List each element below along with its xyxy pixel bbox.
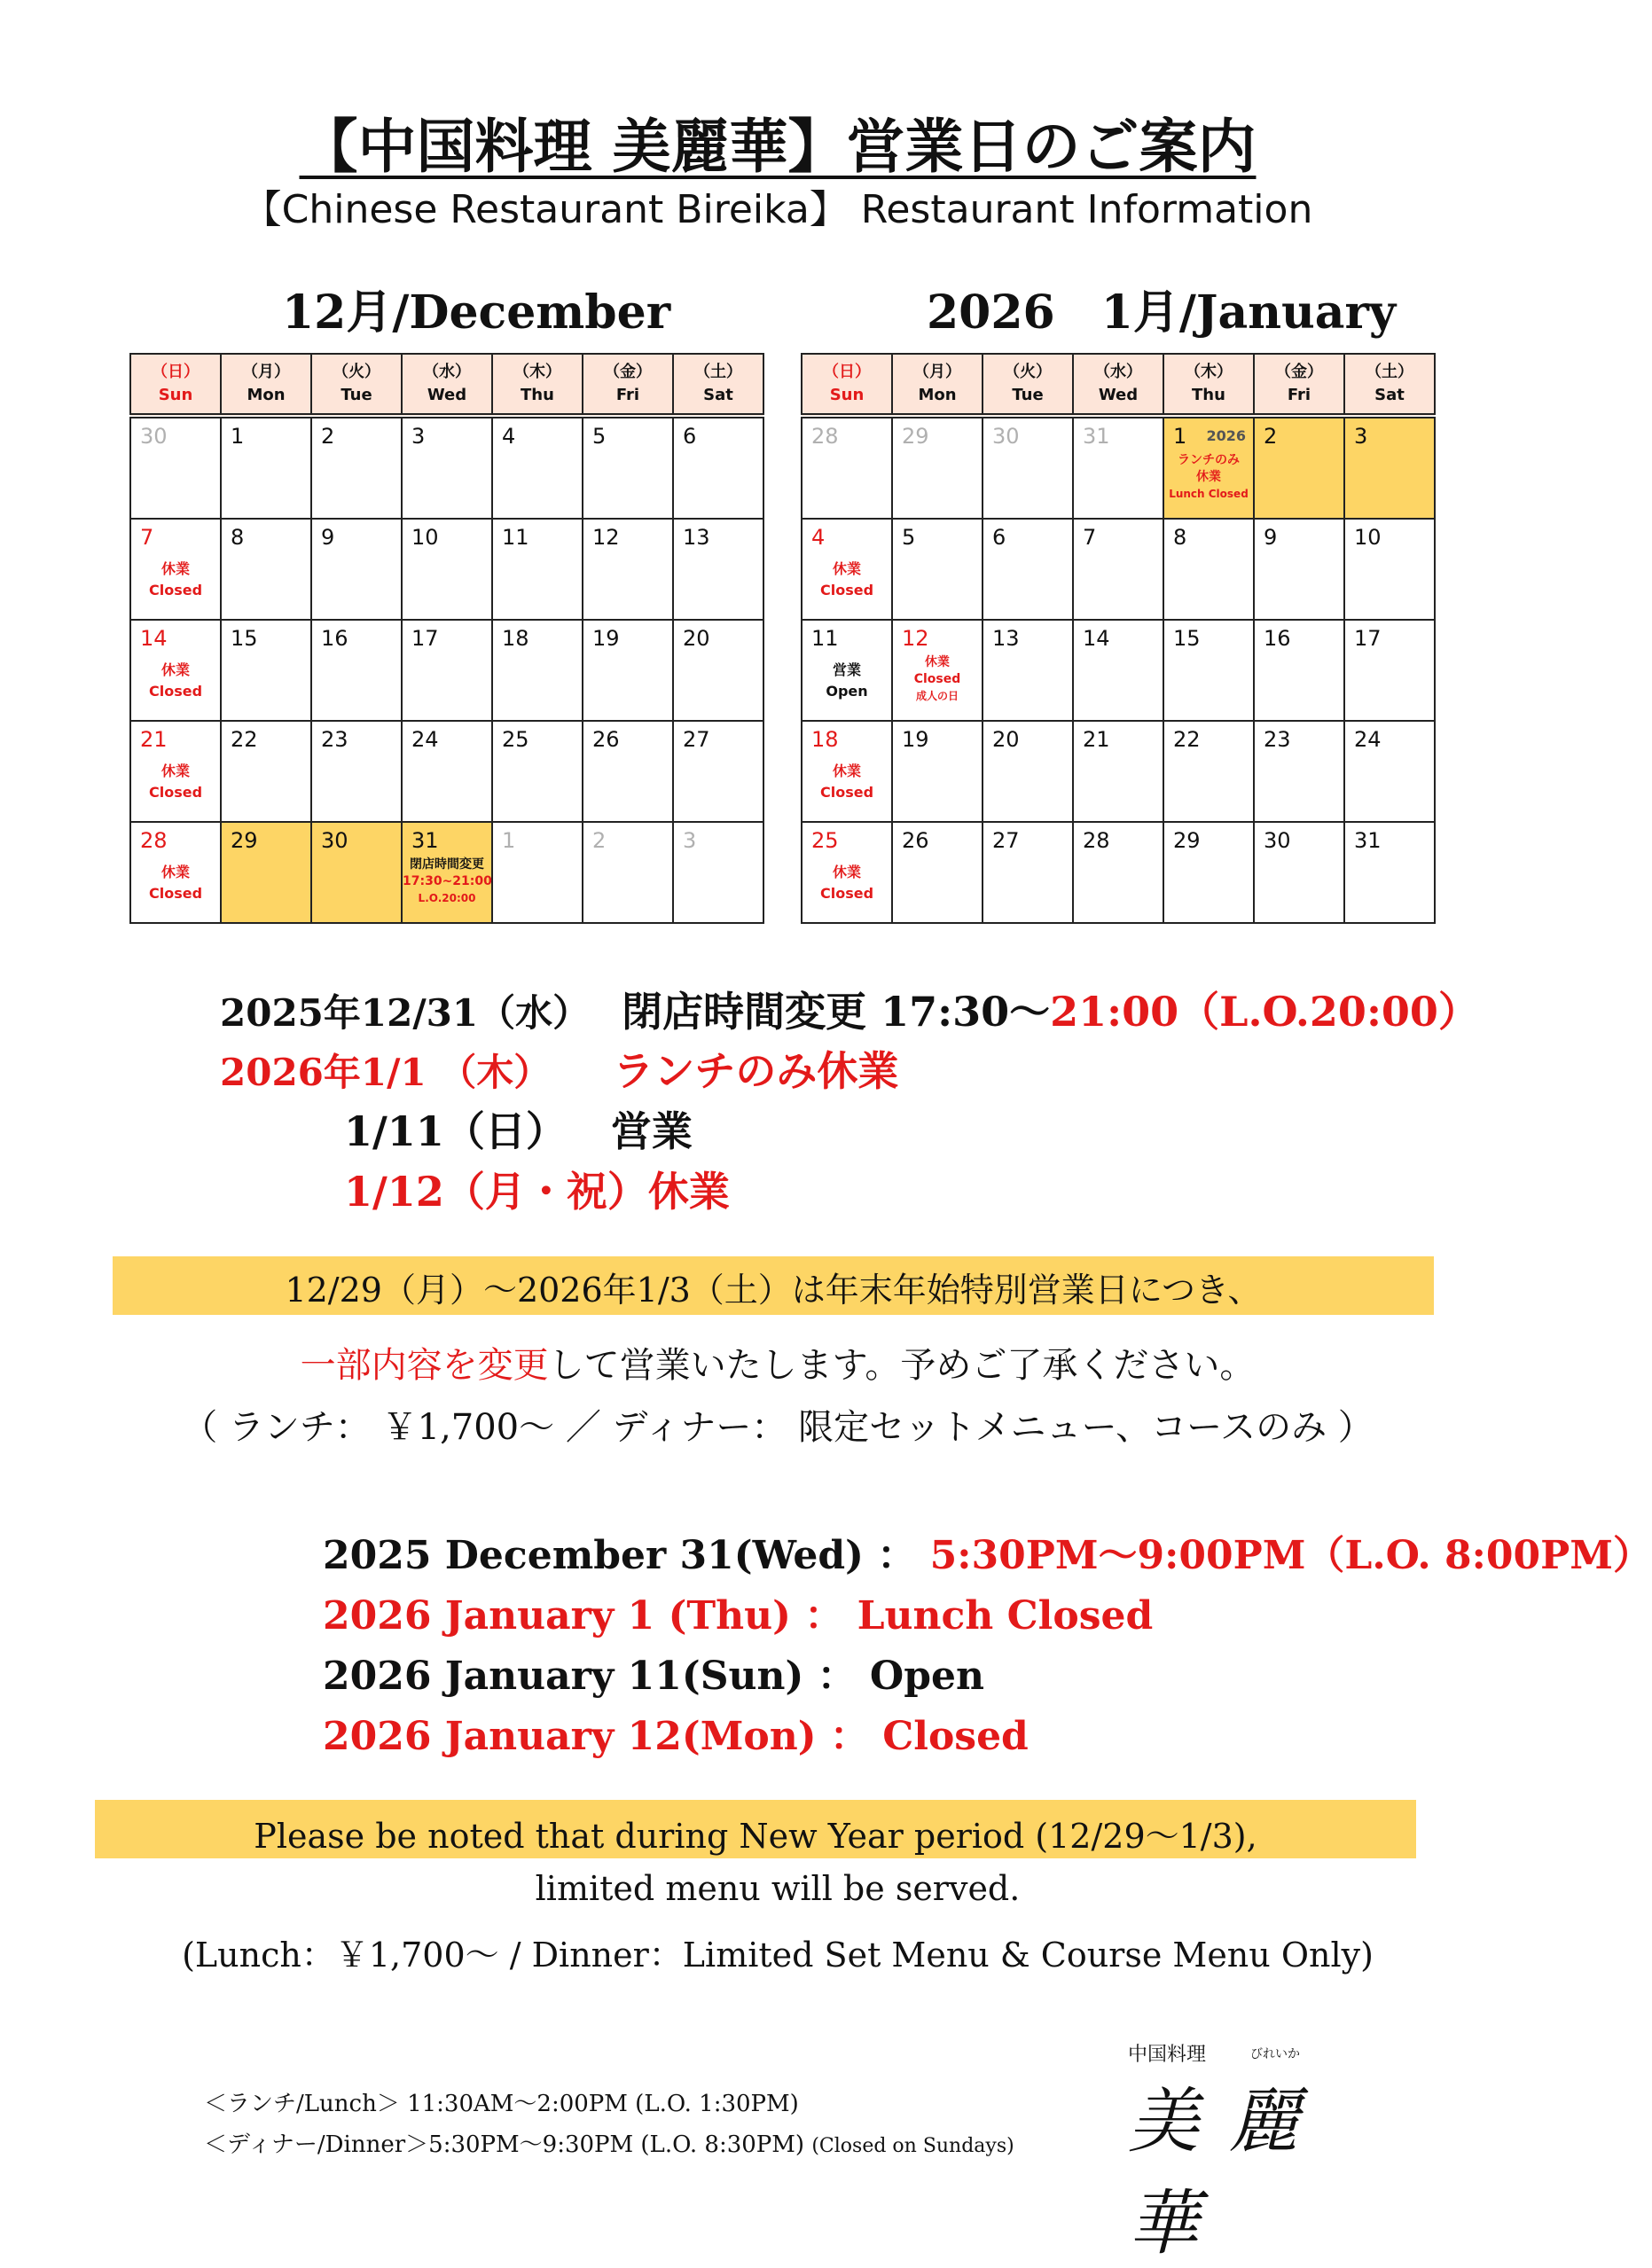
calendar-day-cell	[983, 519, 1073, 620]
day-note-line: Closed	[819, 784, 874, 801]
calendar-day-cell	[130, 620, 221, 721]
day-note-line: 17:30~21:00	[403, 874, 492, 888]
day-number: 29	[1173, 828, 1201, 853]
day-note-line: 休業	[925, 655, 950, 669]
calendar-day-cell	[130, 416, 221, 519]
day-number: 19	[592, 626, 620, 651]
day-number: 3	[1354, 424, 1368, 449]
day-number: 7	[140, 525, 154, 550]
calendar-day-cell	[492, 822, 583, 923]
day-note-line: 休業	[832, 560, 861, 577]
weekday-jp: （日）	[152, 363, 200, 381]
calendar-day-cell	[583, 822, 673, 923]
calendar-day-cell	[311, 519, 402, 620]
day-note	[893, 654, 982, 705]
en-menu-detail: (Lunch：￥1,700～ / Dinner：Limited Set Menu & Course Menu Only)	[182, 1936, 1374, 1975]
calendar-day-cell	[983, 721, 1073, 822]
day-note-line: 休業	[1196, 470, 1221, 484]
jp-line-dec31: 2025年12/31（水） 閉店時間変更 17:30～21:00（L.O.20:00）	[220, 988, 1479, 1036]
calendar-day-cell	[673, 822, 763, 923]
calendar-day-cell	[673, 620, 763, 721]
weekday-header	[1254, 354, 1344, 416]
day-number: 4	[811, 525, 826, 550]
weekday-header	[311, 354, 402, 416]
logo-small-text: 中国料理	[1128, 2044, 1207, 2066]
weekday-jp: （木）	[513, 363, 561, 381]
en-line-jan12: 2026 January 12(Mon) ： Closed	[323, 1714, 1029, 1759]
day-number: 2	[1264, 424, 1278, 449]
day-number: 8	[1173, 525, 1187, 550]
jp-line-jan1: 2026年1/1 （木） ランチのみ休業	[220, 1047, 899, 1095]
calendar-day-cell	[1344, 519, 1435, 620]
calendar-day-cell	[311, 620, 402, 721]
jp-change-notice: 一部内容を変更して営業いたします。予めご了承ください。	[300, 1345, 1256, 1386]
calendar-day-cell	[1254, 822, 1344, 923]
day-number: 11	[502, 525, 529, 550]
calendar-day-cell	[892, 519, 983, 620]
day-note	[131, 559, 220, 601]
day-number: 30	[992, 424, 1020, 449]
restaurant-logo	[1128, 2039, 1394, 2264]
weekday-en: Tue	[1012, 386, 1044, 404]
day-number: 20	[992, 727, 1020, 752]
weekday-en: Wed	[1098, 386, 1139, 404]
calendar-day-cell	[402, 620, 492, 721]
calendar-day-cell	[583, 620, 673, 721]
weekday-header	[583, 354, 673, 416]
day-number: 21	[140, 727, 168, 752]
weekday-jp: （木）	[1185, 363, 1233, 381]
day-number: 4	[502, 424, 516, 449]
weekday-jp: （日）	[823, 363, 871, 381]
day-note-line: 成人の日	[915, 690, 959, 702]
day-number: 6	[992, 525, 1006, 550]
weekday-en: Fri	[1287, 386, 1311, 404]
calendar-day-cell	[1254, 620, 1344, 721]
day-number: 2	[321, 424, 335, 449]
weekday-en: Tue	[341, 386, 372, 404]
day-number: 21	[1083, 727, 1110, 752]
calendar-day-cell	[583, 416, 673, 519]
day-note-line: 営業	[832, 661, 861, 678]
weekday-header	[802, 354, 892, 416]
weekday-header	[402, 354, 492, 416]
calendar-day-cell	[1254, 721, 1344, 822]
calendar-day-cell	[492, 721, 583, 822]
calendar-day-cell	[583, 519, 673, 620]
calendar-day-cell	[130, 822, 221, 923]
day-note-line: 休業	[161, 763, 190, 779]
day-number: 5	[592, 424, 607, 449]
day-number: 28	[1083, 828, 1110, 853]
day-number: 13	[992, 626, 1020, 651]
weekday-header	[130, 354, 221, 416]
day-number: 18	[502, 626, 529, 651]
weekday-header	[892, 354, 983, 416]
logo-main-text: 美 麗 華	[1128, 2080, 1304, 2264]
january-label: 2026 1月/January	[927, 285, 1397, 340]
december-label: 12月/December	[282, 285, 671, 340]
calendar-day-cell	[221, 416, 311, 519]
calendar-day-cell	[402, 822, 492, 923]
footer-dinner-hours: ＜ディナー/Dinner＞5:30PM～9:30PM (L.O. 8:30PM) (Closed on Sundays)	[204, 2131, 1014, 2158]
day-number: 26	[902, 828, 929, 853]
day-number: 1	[1173, 424, 1187, 449]
weekday-en: Mon	[918, 386, 957, 404]
day-number: 29	[231, 828, 258, 853]
calendar-day-cell	[1254, 416, 1344, 519]
calendar-day-cell	[802, 822, 892, 923]
calendar-day-cell	[221, 620, 311, 721]
weekday-header	[492, 354, 583, 416]
weekday-en: Sat	[703, 386, 733, 404]
weekday-en: Fri	[615, 386, 640, 404]
weekday-header	[983, 354, 1073, 416]
calendar-day-cell	[892, 822, 983, 923]
day-number: 14	[1083, 626, 1110, 651]
day-number: 30	[1264, 828, 1291, 853]
calendar-day-cell	[1163, 822, 1254, 923]
calendar-day-cell	[673, 519, 763, 620]
calendar-day-cell	[311, 721, 402, 822]
calendar-day-cell	[983, 416, 1073, 519]
calendar-day-cell	[802, 416, 892, 519]
day-number: 25	[502, 727, 529, 752]
en-limited-menu: limited menu will be served.	[535, 1869, 1021, 1908]
calendar-day-cell	[1344, 620, 1435, 721]
weekday-jp: （金）	[604, 363, 652, 381]
calendar-day-cell	[221, 519, 311, 620]
day-note-line: Closed	[148, 683, 203, 700]
day-note-line: Closed	[148, 885, 203, 902]
calendar-day-cell	[802, 620, 892, 721]
day-number: 27	[992, 828, 1020, 853]
day-number: 28	[811, 424, 839, 449]
calendar-day-cell	[221, 822, 311, 923]
day-note	[803, 660, 891, 702]
calendar-day-cell	[1163, 721, 1254, 822]
day-number: 31	[411, 828, 439, 853]
en-banner-text: Please be noted that during New Year period (12/29～1/3),	[254, 1817, 1257, 1856]
day-note	[131, 862, 220, 904]
day-note	[803, 862, 891, 904]
day-note-line: L.O.20:00	[418, 892, 476, 904]
calendar-day-cell	[492, 519, 583, 620]
day-number: 5	[902, 525, 916, 550]
day-number: 22	[1173, 727, 1201, 752]
weekday-jp: （火）	[333, 363, 380, 381]
day-number: 6	[683, 424, 697, 449]
day-note-line: Closed	[913, 672, 961, 686]
calendar-day-cell	[402, 416, 492, 519]
en-line-jan11: 2026 January 11(Sun) ： Open	[323, 1654, 985, 1699]
day-number: 12	[592, 525, 620, 550]
calendar-day-cell	[1073, 416, 1163, 519]
day-number: 27	[683, 727, 710, 752]
day-number: 8	[231, 525, 245, 550]
calendar-day-cell	[402, 519, 492, 620]
day-number: 23	[321, 727, 348, 752]
weekday-header	[673, 354, 763, 416]
day-note-line: ランチのみ	[1178, 453, 1240, 467]
calendar-day-cell	[1073, 620, 1163, 721]
calendar-day-cell	[402, 721, 492, 822]
calendar-day-cell	[802, 519, 892, 620]
day-number: 30	[140, 424, 168, 449]
weekday-header	[1344, 354, 1435, 416]
weekday-jp: （土）	[1366, 363, 1413, 381]
calendar-day-cell	[1073, 519, 1163, 620]
calendar-day-cell	[130, 519, 221, 620]
jp-line-jan12: 1/12（月・祝）休業	[344, 1168, 730, 1216]
day-note-line: 休業	[161, 661, 190, 678]
weekday-jp: （月）	[913, 363, 961, 381]
day-number: 20	[683, 626, 710, 651]
calendar-day-cell	[892, 721, 983, 822]
calendar-day-cell	[130, 721, 221, 822]
day-number: 13	[683, 525, 710, 550]
calendar-day-cell	[1163, 620, 1254, 721]
calendar-day-cell	[983, 822, 1073, 923]
calendar-day-cell	[1163, 416, 1254, 519]
day-number: 11	[811, 626, 839, 651]
day-number: 2	[592, 828, 607, 853]
day-note-line: 閉店時間変更	[410, 857, 484, 872]
day-number: 3	[411, 424, 426, 449]
day-number: 25	[811, 828, 839, 853]
day-note-line: 休業	[832, 763, 861, 779]
day-number: 9	[321, 525, 335, 550]
day-number: 7	[1083, 525, 1097, 550]
day-number: 26	[592, 727, 620, 752]
day-number: 17	[1354, 626, 1382, 651]
footer-lunch-hours: ＜ランチ/Lunch＞ 11:30AM～2:00PM (L.O. 1:30PM)	[204, 2091, 799, 2117]
calendar-day-cell	[983, 620, 1073, 721]
calendar-day-cell	[1254, 519, 1344, 620]
weekday-jp: （土）	[694, 363, 742, 381]
weekday-jp: （水）	[1094, 363, 1142, 381]
day-note	[131, 761, 220, 803]
day-number: 19	[902, 727, 929, 752]
weekday-header	[1163, 354, 1254, 416]
day-note-line: Closed	[819, 885, 874, 902]
calendar-day-cell	[1073, 822, 1163, 923]
logo-ruby: びれいか	[1250, 2047, 1300, 2061]
weekday-jp: （月）	[242, 363, 290, 381]
weekday-en: Sun	[158, 386, 193, 404]
day-number: 15	[231, 626, 258, 651]
weekday-header	[1073, 354, 1163, 416]
day-note-line: Closed	[148, 784, 203, 801]
calendar-day-cell	[583, 721, 673, 822]
day-note-line: Closed	[148, 582, 203, 598]
calendar-day-cell	[1344, 721, 1435, 822]
calendar-day-cell	[802, 721, 892, 822]
day-number: 17	[411, 626, 439, 651]
day-number: 28	[140, 828, 168, 853]
calendar-day-cell	[311, 416, 402, 519]
day-note-line: Closed	[819, 582, 874, 598]
page-title: 【中国料理 美麗華】営業日のご案内	[299, 113, 1257, 181]
day-number: 18	[811, 727, 839, 752]
calendar-day-cell	[1073, 721, 1163, 822]
day-note-line: 休業	[161, 560, 190, 577]
day-note-line: 休業	[161, 864, 190, 880]
day-number: 24	[1354, 727, 1382, 752]
day-number: 31	[1354, 828, 1382, 853]
calendar-day-cell	[492, 620, 583, 721]
calendar-day-cell	[1344, 416, 1435, 519]
day-number: 16	[321, 626, 348, 651]
day-number: 15	[1173, 626, 1201, 651]
weekday-en: Sat	[1374, 386, 1405, 404]
calendar-day-cell	[892, 416, 983, 519]
weekday-en: Mon	[247, 386, 286, 404]
weekday-jp: （火）	[1004, 363, 1052, 381]
day-number: 12	[902, 626, 929, 651]
weekday-jp: （水）	[423, 363, 471, 381]
day-number: 23	[1264, 727, 1291, 752]
year-tag: 2026	[1206, 427, 1246, 444]
calendar-day-cell	[311, 822, 402, 923]
day-number: 14	[140, 626, 168, 651]
calendar-day-cell	[1344, 822, 1435, 923]
day-number: 31	[1083, 424, 1110, 449]
calendar-day-cell	[673, 416, 763, 519]
day-note	[131, 660, 220, 702]
jp-line-jan11: 1/11（日） 営業	[344, 1107, 693, 1155]
day-number: 29	[902, 424, 929, 449]
day-number: 16	[1264, 626, 1291, 651]
day-note	[803, 559, 891, 601]
weekday-header	[221, 354, 311, 416]
day-number: 1	[502, 828, 516, 853]
calendar-day-cell	[492, 416, 583, 519]
day-number: 3	[683, 828, 697, 853]
day-number: 9	[1264, 525, 1278, 550]
weekday-en: Thu	[1192, 386, 1225, 404]
en-line-jan1: 2026 January 1 (Thu) ： Lunch Closed	[323, 1593, 1154, 1638]
day-note	[1164, 452, 1253, 503]
day-note-line: Lunch Closed	[1169, 488, 1249, 500]
weekday-en: Sun	[829, 386, 865, 404]
day-number: 24	[411, 727, 439, 752]
weekday-en: Thu	[521, 386, 554, 404]
jp-menu-notice: （ ランチ： ￥1,700～ ／ ディナー： 限定セットメニュー、コースのみ ）	[182, 1407, 1374, 1448]
calendar-day-cell	[673, 721, 763, 822]
december-calendar	[129, 353, 764, 924]
jp-banner-text: 12/29（月）～2026年1/3（土）は年末年始特別営業日につき、	[285, 1271, 1262, 1310]
calendar-day-cell	[221, 721, 311, 822]
page-subtitle: 【Chinese Restaurant Bireika】 Restaurant Information	[242, 187, 1313, 232]
weekday-en: Wed	[427, 386, 467, 404]
day-number: 10	[411, 525, 439, 550]
weekday-jp: （金）	[1275, 363, 1323, 381]
day-note	[403, 856, 491, 907]
day-note	[803, 761, 891, 803]
day-note-line: Open	[826, 683, 868, 700]
day-number: 30	[321, 828, 348, 853]
day-number: 1	[231, 424, 245, 449]
en-line-dec31: 2025 December 31(Wed) ： 5:30PM～9:00PM（L.O. 8:00PM）	[323, 1533, 1652, 1578]
calendar-day-cell	[892, 620, 983, 721]
january-calendar	[801, 353, 1436, 924]
day-note-line: 休業	[832, 864, 861, 880]
day-number: 22	[231, 727, 258, 752]
day-number: 10	[1354, 525, 1382, 550]
calendar-day-cell	[1163, 519, 1254, 620]
